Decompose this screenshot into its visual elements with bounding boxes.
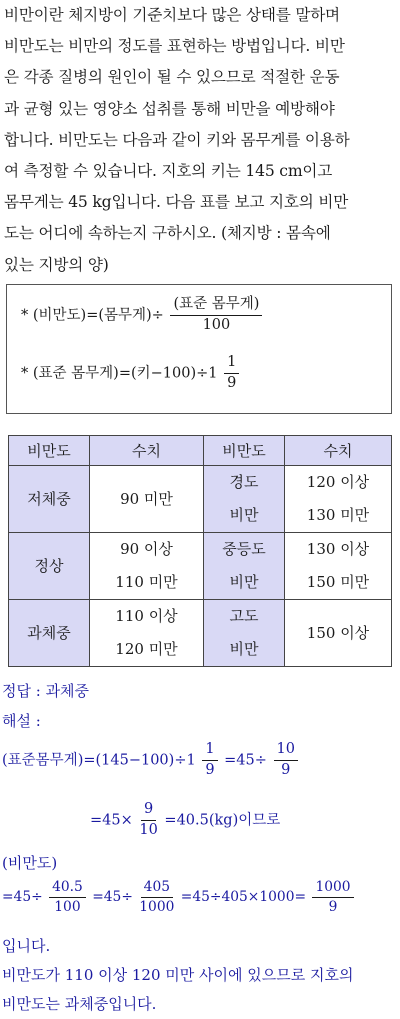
problem-line: 몸무게는 45 kg입니다. 다음 표를 보고 지호의 비만 [4,193,349,212]
problem-line: 있는 지방의 양) [4,255,109,274]
fraction-numerator: 1000 [312,880,353,898]
equation-text: =40.5(kg)이므로 [164,812,281,829]
problem-line: 도는 어디에 속하는지 구하시오. (체지방 : 몸속에 [4,224,331,243]
table-row [9,466,392,533]
fraction-denominator: 100 [54,899,81,916]
conclusion-line: 비만도는 과체중입니다. [2,995,157,1013]
fraction [202,742,217,779]
explanation-label: 해설 : [2,712,41,730]
equation-text: =45÷ [92,889,133,906]
equation-text: =45÷ [224,752,267,769]
standard-weight-prefix: * (표준 몸무게)=(키−100)÷1 [21,365,218,382]
fraction-denominator: 9 [227,374,237,391]
value-line: 90 이상 [120,540,173,558]
category-line: 경도 [229,473,259,491]
fraction [274,742,298,779]
value-cell [285,466,392,533]
fraction-numerator: 40.5 [49,880,86,898]
fraction [139,880,174,915]
category-cell [204,466,285,533]
value-cell: 150 이상 [285,600,392,667]
equation-1 [2,742,300,779]
value-line: 130 이상 [306,540,370,558]
table-header: 비만도 [9,436,90,466]
bmi-label: (비만도) [2,854,58,872]
value-line: 150 미만 [306,573,370,591]
value-cell [90,533,204,600]
conclusion-line: 비만도가 110 이상 120 미만 사이에 있으므로 지호의 [2,966,354,984]
value-line: 120 미만 [115,640,178,658]
fraction-denominator: 9 [205,761,215,778]
equation-text: =45÷405×1000= [180,889,307,906]
fraction [139,802,157,839]
standard-weight-formula [21,355,241,392]
value-line: 110 이상 [115,607,178,625]
category-cell: 정상 [9,533,90,600]
category-line: 중등도 [222,540,266,558]
fraction-numerator: 1 [202,742,217,761]
problem-line: 비만도는 비만의 정도를 표현하는 방법입니다. 비만 [4,37,345,56]
fraction-denominator: 9 [328,899,338,916]
equation-text: =45÷ [2,889,43,906]
fraction-denominator: 10 [139,821,158,838]
problem-line: 은 각종 질병의 원인이 될 수 있으므로 적절한 운동 [4,68,340,87]
fraction-numerator: 405 [141,880,173,898]
category-cell: 저체중 [9,466,90,533]
problem-line: 합니다. 비만도는 다음과 같이 키와 몸무게를 이용하 [4,130,350,149]
problem-text [4,0,398,281]
table-row [9,533,392,600]
ending-text: 입니다. [2,937,51,955]
fraction [49,880,86,915]
table-row [9,600,392,667]
problem-line: 여 측정할 수 있습니다. 지호의 키는 145 cm이고 [4,162,333,181]
equation-3 [2,880,356,915]
category-cell [204,533,285,600]
fraction-denominator: 1000 [139,899,175,916]
category-line: 비만 [229,640,259,658]
value-line: 130 미만 [306,506,370,524]
answer-label: 정답 : 과체중 [2,682,90,700]
value-line: 110 미만 [115,573,178,591]
bmi-formula [21,297,264,334]
fraction-denominator: 100 [202,316,231,333]
equation-text: (표준몸무게)=(145−100)÷1 [2,752,196,769]
value-line: 120 이상 [306,473,370,491]
fraction [312,880,353,915]
category-line: 고도 [229,607,259,625]
problem-line: 과 균형 있는 영양소 섭취를 통해 비만을 예방해야 [4,99,335,118]
formula-box [6,284,392,414]
problem-line: 비만이란 체지방이 기준치보다 많은 상태를 말하며 [4,6,340,24]
fraction-numerator: 10 [274,742,298,761]
fraction-denominator: 9 [281,761,291,778]
category-line: 비만 [229,573,259,591]
value-cell: 90 미만 [90,466,204,533]
category-line: 비만 [229,506,259,524]
mixed-fraction [224,355,239,392]
table-header: 수치 [285,436,392,466]
category-cell [204,600,285,667]
value-cell [285,533,392,600]
fraction-numerator: 1 [224,355,239,374]
fraction-numerator: (표준 몸무게) [170,297,262,316]
table-header: 수치 [90,436,204,466]
value-cell [90,600,204,667]
category-cell: 과체중 [9,600,90,667]
fraction-numerator: 9 [141,802,156,821]
bmi-formula-prefix: * (비만도)=(몸무게)÷ [21,307,164,324]
table-header: 비만도 [204,436,285,466]
equation-text: =45× [90,812,133,829]
bmi-fraction [170,297,262,334]
obesity-table [8,435,392,667]
equation-2 [90,802,280,839]
table-header-row [9,436,392,466]
